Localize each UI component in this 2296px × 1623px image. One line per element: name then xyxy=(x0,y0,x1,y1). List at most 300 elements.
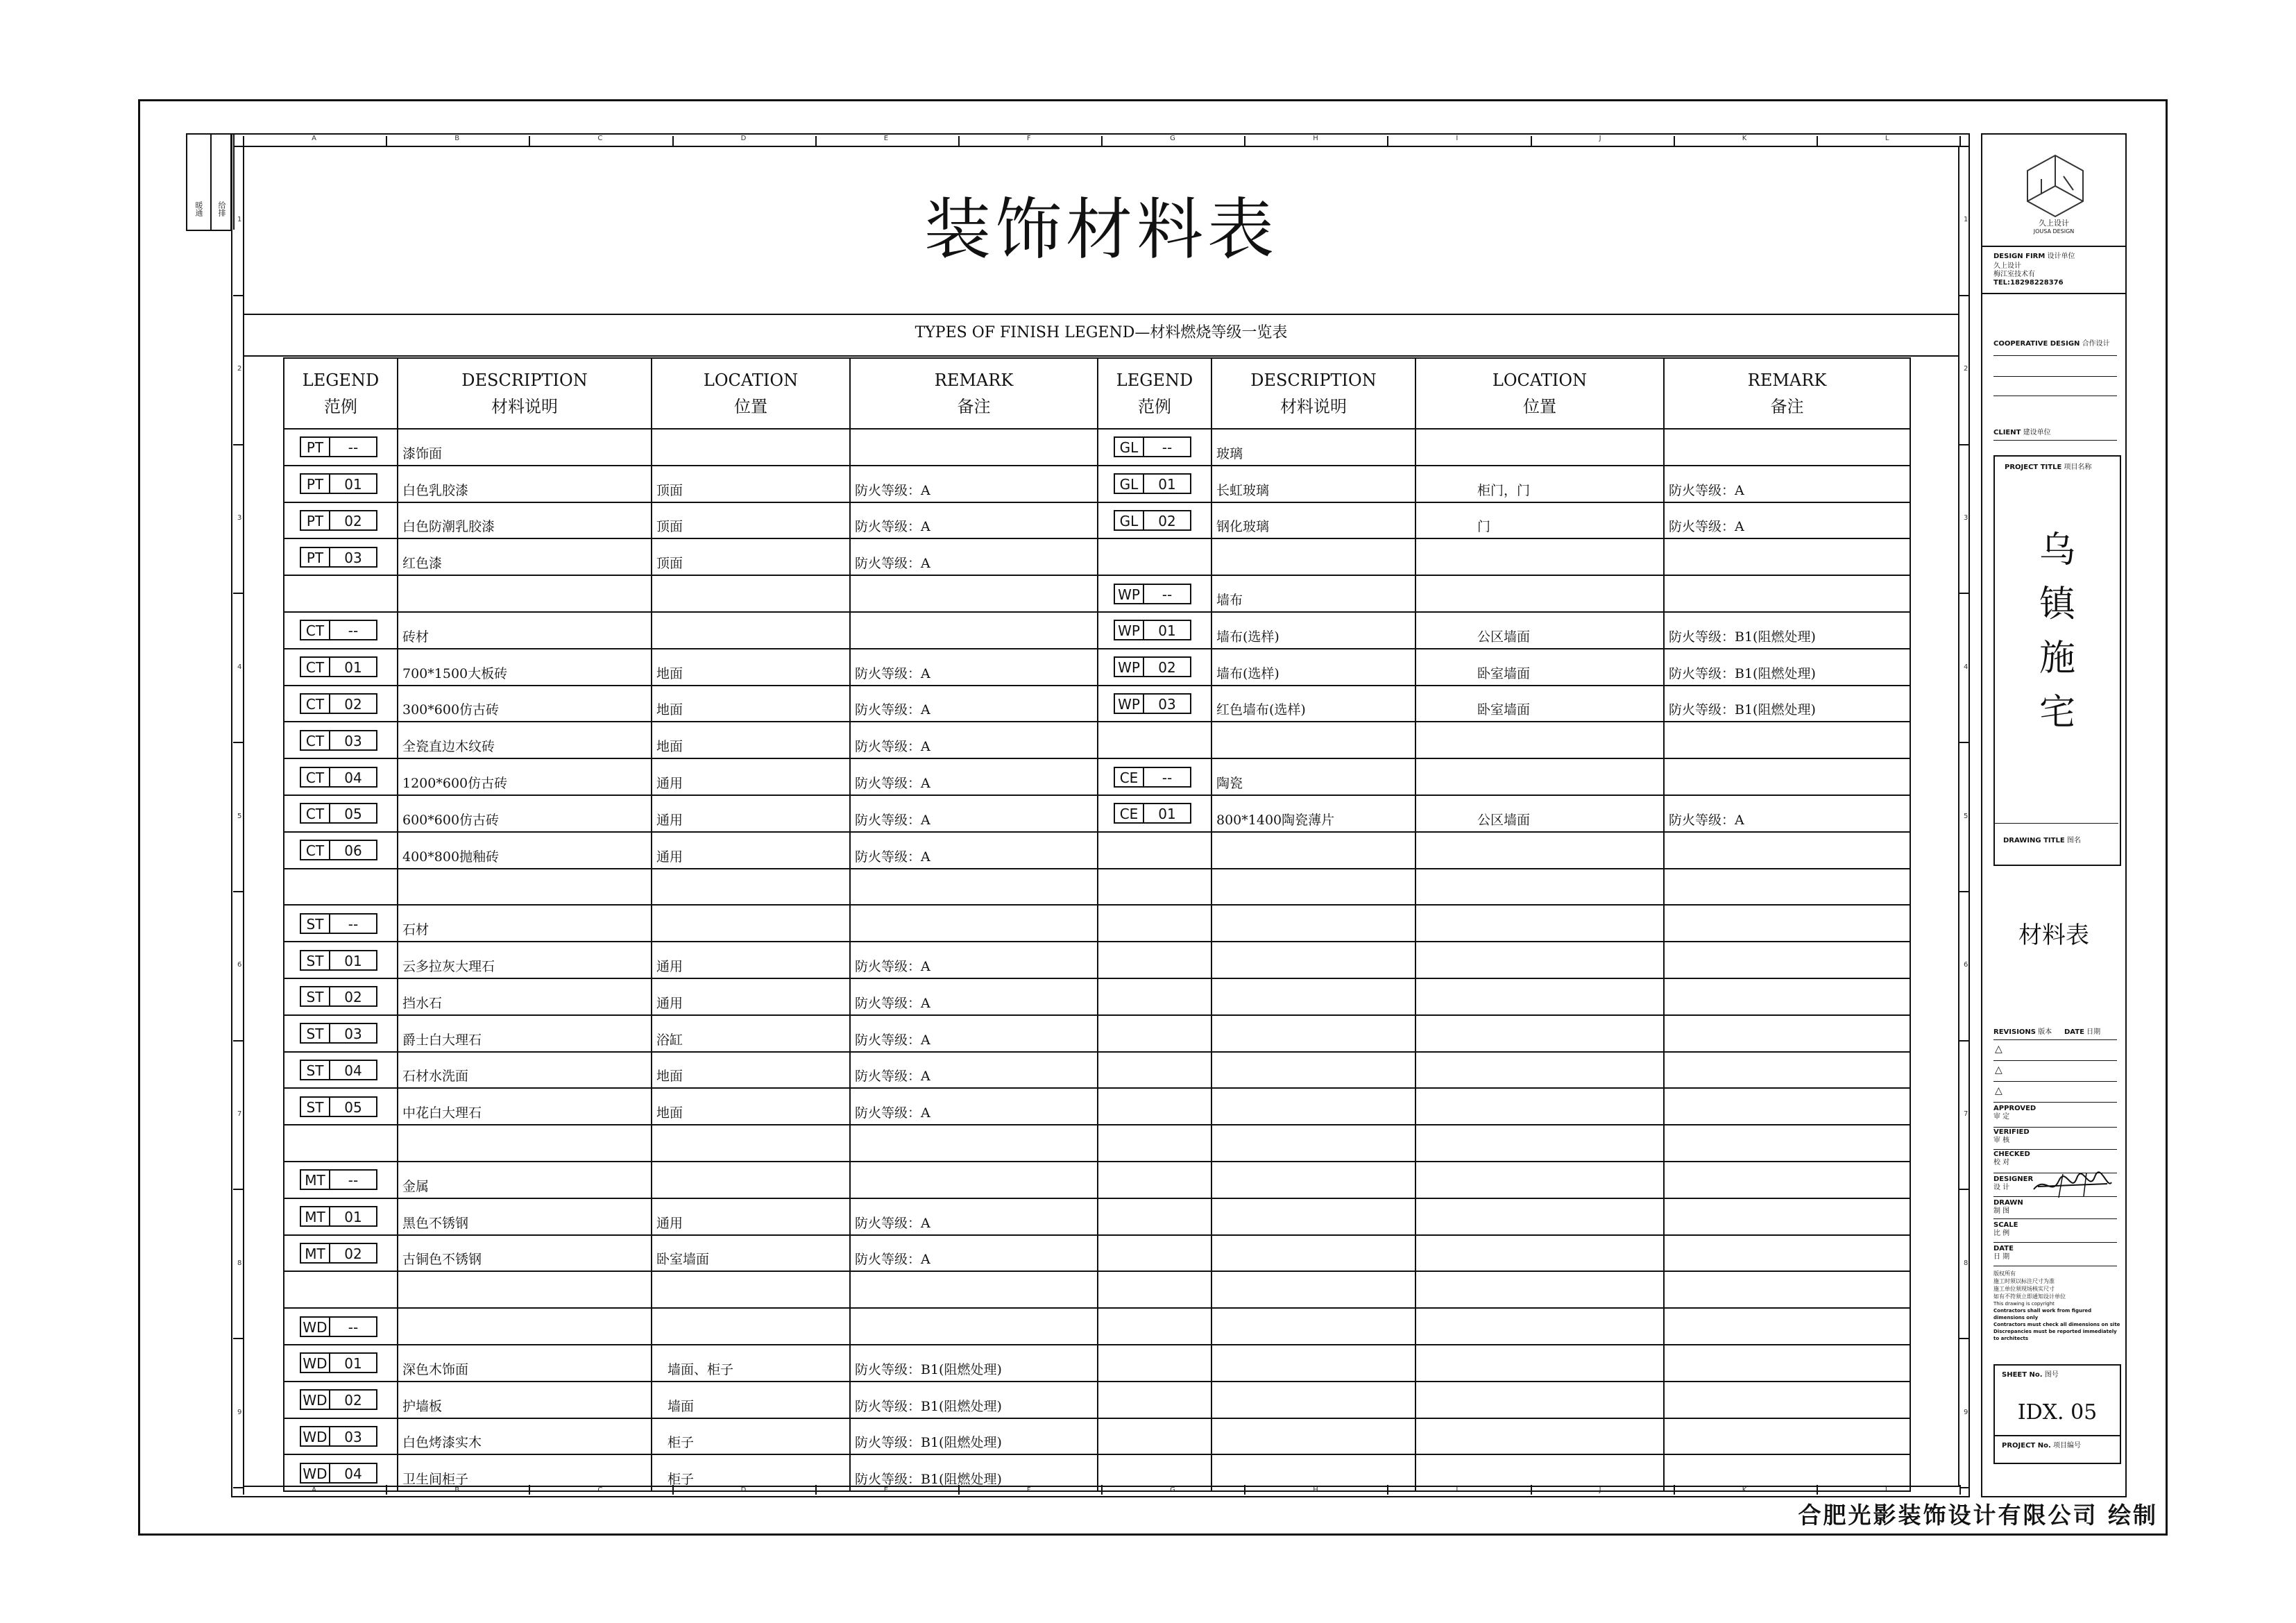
location-cell xyxy=(1415,1088,1664,1125)
legend-code: MT xyxy=(300,1206,330,1227)
grid-tick xyxy=(529,136,530,146)
grid-tick xyxy=(386,136,387,146)
grid-tick xyxy=(1959,146,1969,147)
grid-row-label: 6 xyxy=(1964,961,1968,969)
description-cell: 红色墙布(选样) xyxy=(1211,686,1415,722)
column-header-cn: 材料说明 xyxy=(491,397,558,416)
remark-cell xyxy=(1664,1162,1910,1198)
firm-address: 梅江室技术有 xyxy=(1993,271,2035,278)
remark-cell: 防火等级：A xyxy=(850,758,1098,795)
legend-cell xyxy=(284,612,398,649)
legend-cell xyxy=(284,1235,398,1272)
table-row xyxy=(284,942,1910,978)
location-cell: 顶面 xyxy=(652,538,850,575)
location-cell: 顶面 xyxy=(652,502,850,539)
grid-column-label: A xyxy=(312,135,316,142)
table-row xyxy=(284,612,1910,649)
grid-column-label: J xyxy=(1599,1486,1601,1494)
legend-cell xyxy=(1098,612,1211,649)
description-cell: 中花白大理石 xyxy=(398,1088,652,1125)
location-cell: 地面 xyxy=(652,1052,850,1089)
legend-cell xyxy=(284,429,398,466)
grid-tick xyxy=(243,136,244,146)
legend-cell xyxy=(284,1125,398,1162)
legend-number: 04 xyxy=(330,767,377,788)
grid-tick xyxy=(1817,136,1818,146)
grid-row-label: 7 xyxy=(237,1110,242,1119)
legend-code: ST xyxy=(300,950,330,971)
subtitle-divider xyxy=(243,355,1959,357)
remark-cell xyxy=(1664,869,1910,906)
legend-cell xyxy=(1098,1382,1211,1418)
table-row xyxy=(284,1198,1910,1235)
legend-cell xyxy=(1098,1418,1211,1455)
grid-row-label: 8 xyxy=(237,1259,242,1267)
column-header-cn: 材料说明 xyxy=(1280,397,1347,416)
grid-tick xyxy=(233,146,243,147)
remark-cell xyxy=(1664,905,1910,942)
description-cell: 600*600仿古砖 xyxy=(398,795,652,832)
legend-code: WP xyxy=(1114,584,1144,604)
remark-cell: 防火等级：A xyxy=(850,1088,1098,1125)
grid-column-label: D xyxy=(740,135,747,142)
legend-cell xyxy=(284,795,398,832)
location-cell xyxy=(652,575,850,612)
remark-cell: 防火等级：B1(阻燃处理) xyxy=(850,1454,1098,1491)
remark-cell xyxy=(850,429,1098,466)
sheet-no-label: SHEET No. 图号 xyxy=(2002,1371,2059,1379)
location-cell: 墙面、柜子 xyxy=(652,1345,850,1382)
legend-number: 02 xyxy=(330,1243,377,1264)
table-row xyxy=(284,429,1910,466)
legend-number: 03 xyxy=(1144,693,1191,714)
table-row xyxy=(284,978,1910,1015)
project-title-label: PROJECT TITLE 项目名称 xyxy=(2005,464,2092,471)
legend-number: 01 xyxy=(330,1352,377,1373)
description-cell: 金属 xyxy=(398,1162,652,1198)
location-cell xyxy=(652,1162,850,1198)
description-cell xyxy=(1211,905,1415,942)
column-header xyxy=(1664,358,1910,429)
legend-number: 03 xyxy=(330,730,377,751)
column-header-en: DESCRIPTION xyxy=(1250,371,1377,390)
grid-column-label: H xyxy=(1313,135,1318,142)
grid-tick xyxy=(1959,1040,1969,1042)
location-cell xyxy=(1415,1418,1664,1455)
legend-number: 02 xyxy=(330,693,377,714)
location-cell: 公区墙面 xyxy=(1415,612,1664,649)
table-row xyxy=(284,1088,1910,1125)
remark-cell xyxy=(1664,722,1910,758)
remark-cell: 防火等级：B1(阻燃处理) xyxy=(1664,612,1910,649)
column-header-cn: 范例 xyxy=(324,397,357,416)
column-header-en: LOCATION xyxy=(1492,371,1588,390)
legend-cell xyxy=(1098,1454,1211,1491)
grid-tick xyxy=(1959,742,1969,743)
legend-cell xyxy=(1098,942,1211,978)
legend-cell xyxy=(284,832,398,869)
description-cell: 400*800抛釉砖 xyxy=(398,832,652,869)
table-row xyxy=(284,869,1910,906)
legend-number: 04 xyxy=(330,1060,377,1080)
table-row xyxy=(284,1271,1910,1308)
description-cell xyxy=(1211,1088,1415,1125)
column-header xyxy=(1415,358,1664,429)
remark-cell xyxy=(850,869,1098,906)
legend-number: 01 xyxy=(330,473,377,494)
legend-number: 02 xyxy=(330,1389,377,1410)
legend-code: WP xyxy=(1114,656,1144,677)
grid-tick xyxy=(243,1485,244,1495)
legend-code: PT xyxy=(300,436,330,457)
location-cell xyxy=(1415,538,1664,575)
description-cell: 墙布 xyxy=(1211,575,1415,612)
legend-code: PT xyxy=(300,473,330,494)
location-cell: 地面 xyxy=(652,686,850,722)
project-no-label: PROJECT No. 项目编号 xyxy=(2002,1442,2081,1450)
location-cell xyxy=(652,1271,850,1308)
legend-code: WD xyxy=(300,1352,330,1373)
table-row xyxy=(284,1125,1910,1162)
legend-number: 06 xyxy=(330,840,377,860)
grid-column-label: F xyxy=(1026,135,1031,142)
legend-code: WD xyxy=(300,1316,330,1337)
legend-number: -- xyxy=(1144,584,1191,604)
legend-cell xyxy=(1098,905,1211,942)
legend-code: MT xyxy=(300,1243,330,1264)
grid-tick xyxy=(1959,593,1969,594)
legend-cell xyxy=(1098,466,1211,502)
grid-tick xyxy=(233,1338,243,1339)
binding-label-b: 给排 xyxy=(217,201,226,216)
description-cell xyxy=(398,575,652,612)
remark-cell xyxy=(1664,942,1910,978)
legend-cell xyxy=(1098,795,1211,832)
description-cell: 全瓷直边木纹砖 xyxy=(398,722,652,758)
legend-code: ST xyxy=(300,1023,330,1044)
legend-cell xyxy=(1098,869,1211,906)
table-row xyxy=(284,686,1910,722)
legend-code: ST xyxy=(300,986,330,1007)
grid-ticks-top xyxy=(243,136,1959,147)
location-cell xyxy=(1415,722,1664,758)
remark-cell: 防火等级：A xyxy=(850,942,1098,978)
grid-tick xyxy=(1959,295,1969,296)
grid-column-label: C xyxy=(597,1486,603,1494)
footer-credit: 合肥光影装饰设计有限公司 绘制 xyxy=(1798,1502,2158,1529)
legend-cell xyxy=(284,1418,398,1455)
description-cell: 黑色不锈钢 xyxy=(398,1198,652,1235)
grid-tick xyxy=(233,444,243,445)
grid-tick xyxy=(1531,136,1532,146)
description-cell: 爵士白大理石 xyxy=(398,1015,652,1052)
remark-cell xyxy=(1664,1052,1910,1089)
location-cell xyxy=(1415,869,1664,906)
location-cell xyxy=(652,905,850,942)
column-header-en: DESCRIPTION xyxy=(461,371,588,390)
description-cell: 钢化玻璃 xyxy=(1211,502,1415,539)
description-cell xyxy=(1211,1382,1415,1418)
description-cell: 石材 xyxy=(398,905,652,942)
grid-column-label: D xyxy=(740,1486,747,1494)
grid-column-label: H xyxy=(1313,1486,1318,1494)
grid-column-label: C xyxy=(597,135,603,142)
page-title: 装饰材料表 xyxy=(924,191,1278,269)
legend-cell xyxy=(1098,1308,1211,1345)
location-cell: 通用 xyxy=(652,832,850,869)
location-cell xyxy=(1415,575,1664,612)
legend-cell xyxy=(1098,758,1211,795)
revision-date-label: DATE 日期 xyxy=(2064,1028,2101,1036)
grid-row-label: 9 xyxy=(237,1408,242,1416)
remark-cell: 防火等级：A xyxy=(1664,795,1910,832)
grid-row-label: 7 xyxy=(1964,1110,1968,1119)
legend-code: PT xyxy=(300,547,330,568)
description-cell: 红色漆 xyxy=(398,538,652,575)
grid-tick xyxy=(1244,136,1245,146)
legend-cell xyxy=(284,1162,398,1198)
grid-row-label: 2 xyxy=(1964,365,1968,373)
remark-cell: 防火等级：B1(阻燃处理) xyxy=(850,1382,1098,1418)
remark-cell xyxy=(1664,1454,1910,1491)
column-header xyxy=(1211,358,1415,429)
description-cell: 300*600仿古砖 xyxy=(398,686,652,722)
description-cell: 砖材 xyxy=(398,612,652,649)
grid-tick xyxy=(1959,1189,1969,1190)
legend-number: 03 xyxy=(330,1426,377,1447)
remark-cell: 防火等级：A xyxy=(850,466,1098,502)
grid-column-label: L xyxy=(1885,1486,1889,1494)
location-cell: 通用 xyxy=(652,758,850,795)
remark-cell xyxy=(1664,429,1910,466)
legend-cell xyxy=(284,686,398,722)
legend-number: -- xyxy=(1144,767,1191,788)
description-cell xyxy=(1211,1125,1415,1162)
location-cell xyxy=(1415,832,1664,869)
grid-tick xyxy=(1101,136,1103,146)
remark-cell: 防火等级：A xyxy=(850,649,1098,686)
firm-logo-icon xyxy=(2022,153,2089,219)
legend-number: 02 xyxy=(1144,510,1191,531)
legend-cell xyxy=(284,538,398,575)
legend-number: -- xyxy=(330,913,377,934)
location-cell xyxy=(1415,1015,1664,1052)
remark-cell: 防火等级：A xyxy=(850,1015,1098,1052)
table-row xyxy=(284,1418,1910,1455)
table-row xyxy=(284,795,1910,832)
legend-code: WD xyxy=(300,1389,330,1410)
description-cell xyxy=(1211,1162,1415,1198)
legend-number: 04 xyxy=(330,1463,377,1484)
table-header-row xyxy=(284,358,1910,429)
grid-tick xyxy=(1387,136,1388,146)
grid-tick xyxy=(958,136,960,146)
legend-number: 01 xyxy=(1144,473,1191,494)
grid-row-label: 4 xyxy=(1964,663,1968,671)
location-cell xyxy=(652,429,850,466)
column-header-cn: 范例 xyxy=(1138,397,1171,416)
legend-code: ST xyxy=(300,913,330,934)
legend-code: CE xyxy=(1114,803,1144,824)
location-cell: 地面 xyxy=(652,1088,850,1125)
legend-cell xyxy=(284,1198,398,1235)
table-row xyxy=(284,722,1910,758)
location-cell xyxy=(652,1125,850,1162)
legend-code: WD xyxy=(300,1463,330,1484)
legend-cell xyxy=(1098,649,1211,686)
firm-logo-subtext: JOUSA DESIGN xyxy=(2033,228,2075,235)
legend-code: MT xyxy=(300,1169,330,1190)
description-cell xyxy=(398,869,652,906)
remark-cell xyxy=(850,612,1098,649)
remark-cell: 防火等级：A xyxy=(850,722,1098,758)
description-cell: 白色防潮乳胶漆 xyxy=(398,502,652,539)
table-row xyxy=(284,1235,1910,1272)
legend-code: CT xyxy=(300,693,330,714)
location-cell xyxy=(1415,1271,1664,1308)
table-row xyxy=(284,575,1910,612)
remark-cell xyxy=(1664,575,1910,612)
location-cell xyxy=(1415,942,1664,978)
legend-number: 03 xyxy=(330,1023,377,1044)
remark-cell xyxy=(1664,1015,1910,1052)
date-label: DATE 日 期 xyxy=(1993,1245,2014,1261)
legend-number: 05 xyxy=(330,1096,377,1117)
location-cell: 公区墙面 xyxy=(1415,795,1664,832)
sheet-number: IDX. 05 xyxy=(2017,1400,2098,1425)
grid-column-label: G xyxy=(1170,1486,1175,1494)
remark-cell xyxy=(1664,1088,1910,1125)
legend-number: 03 xyxy=(330,547,377,568)
location-cell: 地面 xyxy=(652,722,850,758)
description-cell: 墙布(选样) xyxy=(1211,612,1415,649)
table-row xyxy=(284,758,1910,795)
description-cell xyxy=(1211,832,1415,869)
grid-tick xyxy=(233,295,243,296)
scale-label: SCALE 比 例 xyxy=(1993,1221,2018,1237)
location-cell xyxy=(1415,1198,1664,1235)
grid-tick xyxy=(1959,1338,1969,1339)
grid-column-label: I xyxy=(1456,135,1459,142)
legend-code: CT xyxy=(300,803,330,824)
remark-cell xyxy=(850,575,1098,612)
legend-number: 02 xyxy=(1144,656,1191,677)
description-cell: 漆饰面 xyxy=(398,429,652,466)
table-row xyxy=(284,649,1910,686)
table-row xyxy=(284,1162,1910,1198)
legend-number: 01 xyxy=(1144,803,1191,824)
table-row xyxy=(284,1015,1910,1052)
grid-tick xyxy=(233,1040,243,1042)
description-cell: 护墙板 xyxy=(398,1382,652,1418)
table-row xyxy=(284,1052,1910,1089)
location-cell: 浴缸 xyxy=(652,1015,850,1052)
legend-cell xyxy=(284,1382,398,1418)
grid-tick xyxy=(233,1487,243,1488)
legend-code: WP xyxy=(1114,620,1144,640)
checked-label: CHECKED 校 对 xyxy=(1993,1150,2030,1166)
revision-mark-2: △ xyxy=(1995,1064,2002,1076)
table-row xyxy=(284,538,1910,575)
location-cell: 卧室墙面 xyxy=(1415,686,1664,722)
legend-code: CT xyxy=(300,767,330,788)
description-cell xyxy=(398,1308,652,1345)
location-cell xyxy=(1415,978,1664,1015)
remark-cell: 防火等级：B1(阻燃处理) xyxy=(1664,649,1910,686)
remark-cell: 防火等级：A xyxy=(850,538,1098,575)
description-cell xyxy=(1211,1418,1415,1455)
table-row xyxy=(284,1345,1910,1382)
table-row xyxy=(284,905,1910,942)
grid-row-label: 4 xyxy=(237,663,242,671)
grid-tick xyxy=(1959,891,1969,892)
description-cell xyxy=(1211,1345,1415,1382)
description-cell xyxy=(1211,1308,1415,1345)
location-cell: 卧室墙面 xyxy=(652,1235,850,1272)
legend-cell xyxy=(1098,1088,1211,1125)
firm-logo-text: 久上设计 xyxy=(2039,219,2069,228)
description-cell xyxy=(1211,538,1415,575)
description-cell xyxy=(398,1271,652,1308)
description-cell xyxy=(1211,1052,1415,1089)
grid-row-label: 3 xyxy=(1964,513,1968,522)
grid-tick xyxy=(1959,444,1969,445)
grid-row-label: 3 xyxy=(237,513,242,522)
grid-column-label: I xyxy=(1456,1486,1459,1494)
location-cell xyxy=(1415,1382,1664,1418)
column-header xyxy=(850,358,1098,429)
location-cell xyxy=(1415,1345,1664,1382)
legend-number: 02 xyxy=(330,986,377,1007)
legend-cell xyxy=(1098,1271,1211,1308)
grid-column-label: B xyxy=(454,135,460,142)
grid-column-label: K xyxy=(1742,1486,1747,1494)
legend-cell xyxy=(1098,575,1211,612)
grid-tick xyxy=(233,891,243,892)
remark-cell: 防火等级：A xyxy=(1664,502,1910,539)
remark-cell: 防火等级：A xyxy=(850,502,1098,539)
design-firm-label: DESIGN FIRM 设计单位 xyxy=(1993,253,2075,260)
description-cell: 墙布(选样) xyxy=(1211,649,1415,686)
remark-cell: 防火等级：B1(阻燃处理) xyxy=(1664,686,1910,722)
legend-number: 05 xyxy=(330,803,377,824)
remark-cell xyxy=(850,1125,1098,1162)
legend-cell xyxy=(1098,978,1211,1015)
location-cell: 柜子 xyxy=(652,1418,850,1455)
legend-code: GL xyxy=(1114,436,1144,457)
remark-cell xyxy=(1664,538,1910,575)
remark-cell xyxy=(1664,1308,1910,1345)
grid-column-label: F xyxy=(1026,1486,1031,1494)
column-header xyxy=(1098,358,1211,429)
legend-code: PT xyxy=(300,510,330,531)
legend-cell xyxy=(284,575,398,612)
remark-cell xyxy=(1664,832,1910,869)
remark-cell: 防火等级：A xyxy=(850,1052,1098,1089)
table-row xyxy=(284,502,1910,539)
column-header xyxy=(652,358,850,429)
column-header-en: LEGEND xyxy=(302,371,380,390)
grid-row-label: 8 xyxy=(1964,1259,1968,1267)
description-cell: 石材水洗面 xyxy=(398,1052,652,1089)
drawn-label: DRAWN 制 图 xyxy=(1993,1199,2023,1215)
description-cell xyxy=(1211,1454,1415,1491)
legend-code: GL xyxy=(1114,510,1144,531)
description-cell: 1200*600仿古砖 xyxy=(398,758,652,795)
location-cell xyxy=(652,612,850,649)
table-row xyxy=(284,1308,1910,1345)
grid-tick xyxy=(815,136,817,146)
